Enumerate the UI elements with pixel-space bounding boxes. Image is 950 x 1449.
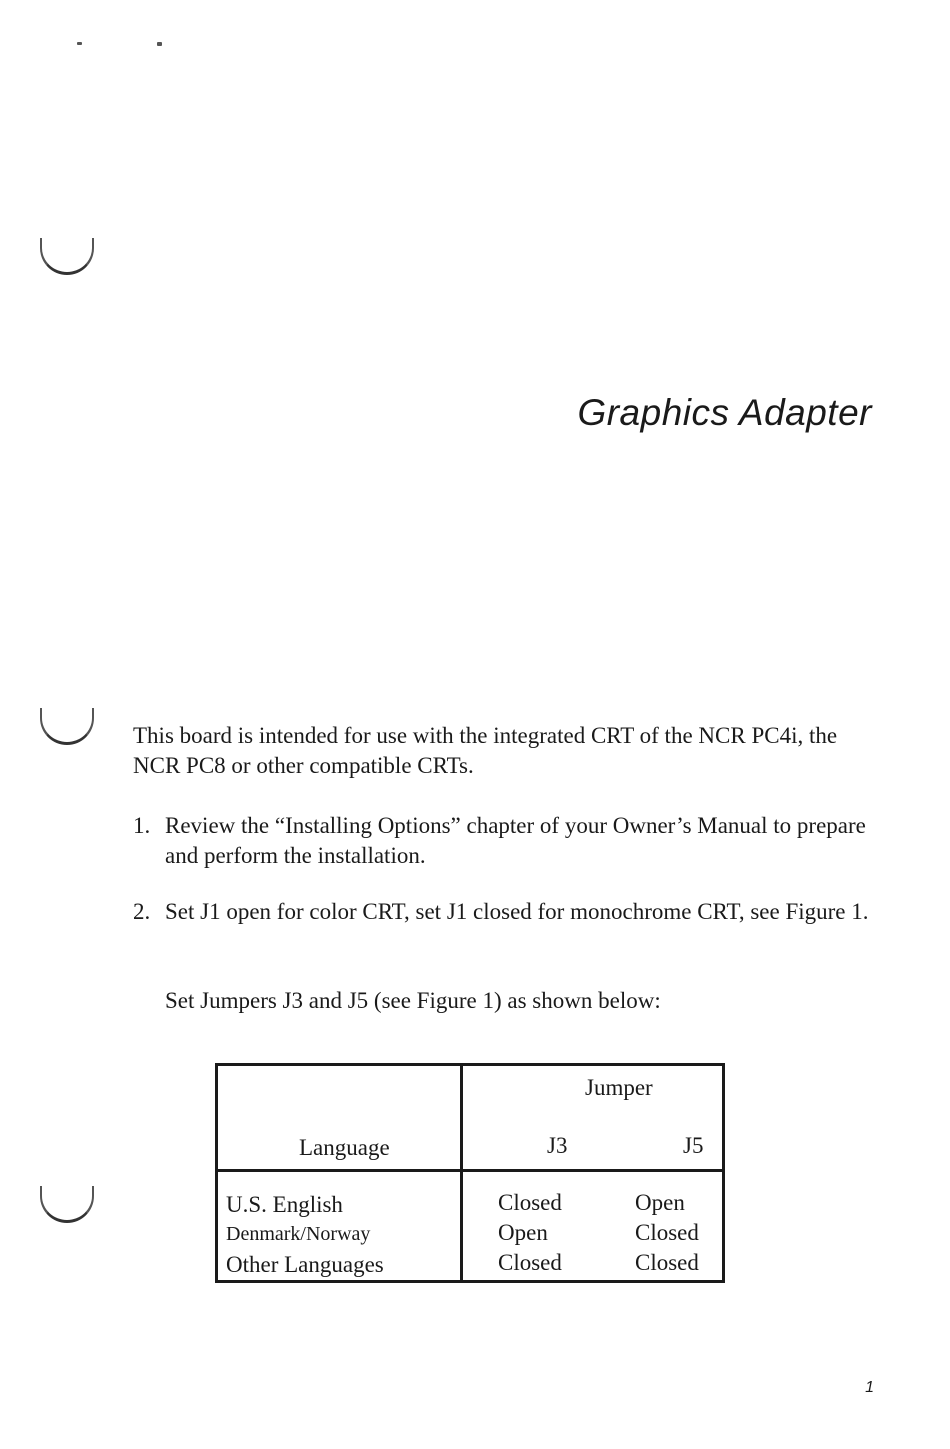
scan-speck bbox=[77, 42, 82, 45]
table-row-language: U.S. English bbox=[226, 1192, 343, 1217]
language-header: Language bbox=[299, 1135, 390, 1160]
table-row-j5: Closed bbox=[635, 1220, 699, 1245]
page-number: 1 bbox=[865, 1379, 874, 1396]
j5-header: J5 bbox=[683, 1133, 704, 1158]
binder-hole-top bbox=[40, 238, 94, 275]
scan-speck bbox=[157, 42, 162, 46]
intro-paragraph: This board is intended for use with the integrated CRT of the NCR PC4i, the NCR PC8 or other compatible CRTs. bbox=[133, 723, 838, 778]
step-1 bbox=[133, 811, 883, 871]
binder-hole-bottom bbox=[40, 1186, 94, 1223]
page-title: Graphics Adapter bbox=[577, 392, 872, 433]
binder-hole-middle bbox=[40, 708, 94, 745]
jumper-group-header: Jumper bbox=[585, 1075, 653, 1100]
table-row-j3: Open bbox=[498, 1220, 548, 1245]
step-2-subtext: Set Jumpers J3 and J5 (see Figure 1) as shown below: bbox=[165, 988, 661, 1013]
step-2 bbox=[133, 897, 883, 927]
table-row-language: Other Languages bbox=[226, 1252, 384, 1277]
table-row-j5: Open bbox=[635, 1190, 685, 1215]
step-text: Set J1 open for color CRT, set J1 closed for monochrome CRT, see Figure 1. bbox=[165, 899, 869, 924]
table-row-language: Denmark/Norway bbox=[226, 1223, 371, 1245]
jumper-table bbox=[215, 1063, 725, 1283]
step-number: 2. bbox=[133, 899, 151, 924]
table-column-divider bbox=[460, 1063, 463, 1283]
j3-header: J3 bbox=[547, 1133, 568, 1158]
table-row-j3: Closed bbox=[498, 1250, 562, 1275]
table-header-divider bbox=[215, 1169, 725, 1172]
step-text: Review the “Installing Options” chapter of your Owner’s Manual to prepare and perform the installation. bbox=[165, 813, 866, 868]
step-number: 1. bbox=[133, 813, 151, 838]
table-row-j3: Closed bbox=[498, 1190, 562, 1215]
table-row-j5: Closed bbox=[635, 1250, 699, 1275]
